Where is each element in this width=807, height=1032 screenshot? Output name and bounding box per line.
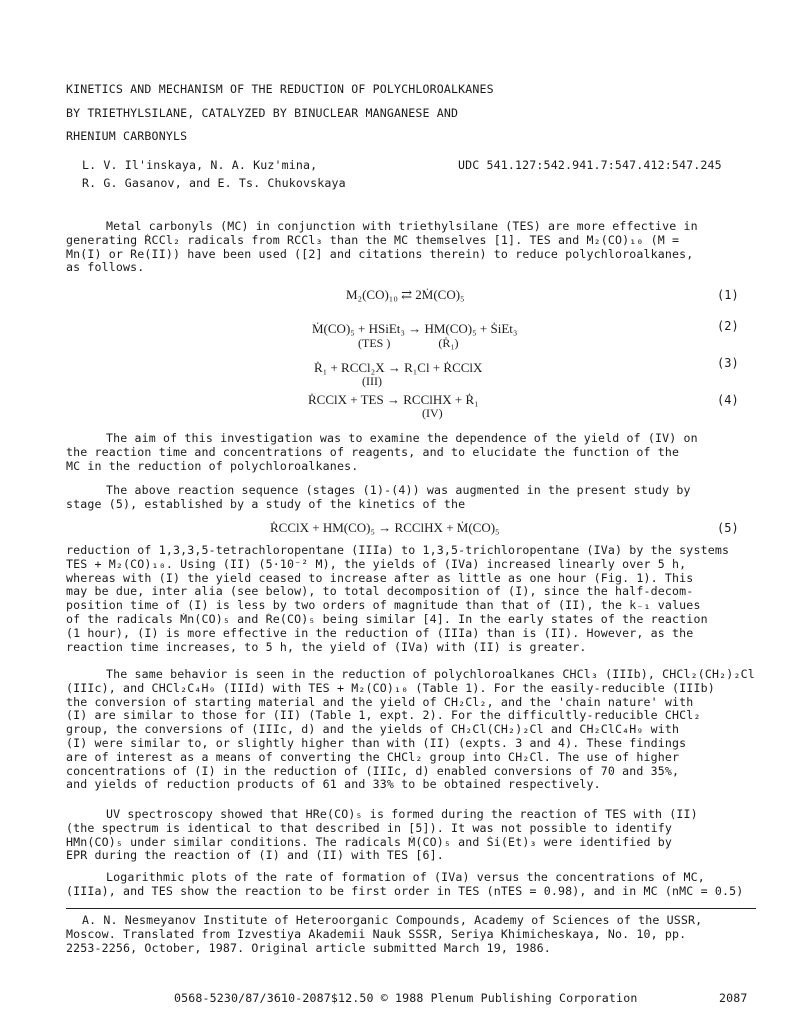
text-line: position time of (I) is less by two orders of magnitude than that of (II), the k₋₁ values	[66, 599, 701, 613]
title-line: RHENIUM CARBONYLS	[66, 129, 188, 143]
equation-3-label: (III)	[362, 374, 382, 388]
equation-4-label: (IV)	[422, 406, 443, 420]
text-line: may be due, inter alia (see below), to total decomposition of (I), since the half-decom-	[66, 585, 694, 599]
text-line: (IIIc), and CHCl₂C₄H₉ (IIId) with TES + M₂(CO)₁₀ (Table 1). For the easily-reducible (IIIb)	[66, 681, 715, 695]
intro-paragraph	[66, 220, 756, 275]
title-line: KINETICS AND MECHANISM OF THE REDUCTION OF POLYCHLOROALKANES	[66, 82, 494, 96]
equation-3: Ṙ₁ + RCCl₂X → R₁Cl + ṘCClX	[314, 360, 483, 375]
text-line: HMn(CO)₅ under similar conditions. The radicals Ṁ(CO)₅ and Ṡi(Et)₃ were identified by	[66, 835, 673, 849]
text-line: MC in the reduction of polychloroalkanes.	[66, 459, 359, 473]
text-line: group, the conversions of (IIIc, d) and the yields of CH₂Cl(CH₂)₂Cl and CH₂ClC₄H₉ with	[66, 723, 680, 737]
text-line: the conversion of starting material and the yield of CH₂Cl₂, and the 'chain nature' with	[66, 695, 694, 709]
text-line: EPR during the reaction of (I) and (II) with TES [6].	[66, 849, 444, 863]
text-line: (1 hour), (I) is more effective in the reduction of (IIIa) than is (II). However, as the	[66, 626, 694, 640]
text-line: Mn(I) or Re(II)) have been used ([2] and citations therein) to reduce polychloroalkanes,	[66, 247, 694, 261]
text-line: of the radicals Ṁn(CO)₅ and Ṙe(CO)₅ being similar [4]. In the early states of the reaction	[66, 612, 708, 626]
aim-paragraph	[66, 432, 756, 473]
page-number: 2087	[719, 991, 748, 1005]
same-behavior-paragraph	[66, 668, 756, 792]
text-line: The above reaction sequence (stages (1)-(4)) was augmented in the present study by	[106, 484, 691, 497]
equation-number: (5)	[717, 521, 739, 535]
text-line: the reaction time and concentrations of reagents, and to elucidate the function of the	[66, 445, 680, 459]
equation-2-labels: (TES ) (Ṙ₁)	[358, 336, 459, 350]
text-line: A. N. Nesmeyanov Institute of Heteroorganic Compounds, Academy of Sciences of the USSR,	[82, 914, 703, 927]
text-line: TES + M₂(CO)₁₀. Using (II) (5·10⁻² M), the yields of (IVa) increased linearly over 5 h,	[66, 557, 687, 571]
equation-number: (3)	[717, 356, 739, 370]
text-line: reduction of 1,3,3,5-tetrachloropentane (IIIa) to 1,3,5-trichloropentane (IVa) by the systems	[66, 544, 730, 557]
text-line: concentrations of (I) in the reduction of (IIIc, d) enabled conversions of 70 and 35%,	[66, 764, 680, 778]
udc-code: UDC 541.127:542.941.7:547.412:547.245	[458, 158, 722, 172]
footnote-rule	[66, 908, 756, 909]
publication-code: 0568-5230/87/3610-2087$12.50 © 1988 Plenum Publishing Corporation	[174, 991, 638, 1005]
text-line: reaction time increases, to 5 h, the yield of (IVa) with (II) is greater.	[66, 640, 587, 654]
equation-number: (1)	[717, 288, 739, 302]
log-paragraph	[66, 871, 756, 899]
uv-paragraph	[66, 808, 756, 863]
text-line: as follows.	[66, 261, 145, 275]
title-line: BY TRIETHYLSILANE, CATALYZED BY BINUCLEAR MANGANESE AND	[66, 106, 459, 120]
text-line: stage (5), established by a study of the kinetics of the	[66, 497, 466, 511]
sequence-paragraph	[66, 484, 756, 512]
text-line: (the spectrum is identical to that described in [5]). It was not possible to identify	[66, 821, 673, 835]
equation-2: Ṁ(CO)₅ + HSiEt₃ → HM(CO)₅ + ṠiEt₃	[312, 321, 518, 336]
text-line: generating ṘCCl₂ radicals from RCCl₃ than the MC themselves [1]. TES and M₂(CO)₁₀ (M =	[66, 233, 680, 247]
text-line: and yields of reduction products of 61 and 33% to be obtained respectively.	[66, 778, 601, 792]
text-line: UV spectroscopy showed that HRe(CO)₅ is formed during the reaction of TES with (II)	[106, 808, 698, 821]
equation-5: ṘCClX + HM(CO)₅ → RCClHX + Ṁ(CO)₅	[270, 520, 500, 535]
equation-1: M₂(CO)₁₀ ⇄ 2Ṁ(CO)₅	[346, 287, 465, 302]
authors-line: R. G. Gasanov, and E. Ts. Chukovskaya	[82, 176, 346, 190]
equation-4: ṘCClX + TES → RCClHX + Ṙ₁	[308, 392, 479, 407]
equation-number: (4)	[717, 393, 739, 407]
equation-number: (2)	[717, 319, 739, 333]
text-line: The same behavior is seen in the reduction of polychloroalkanes CHCl₃ (IIIb), CHCl₂(CH₂)₂Cl	[106, 668, 755, 681]
authors-line: L. V. Il'inskaya, N. A. Kuz'mina,	[82, 158, 318, 172]
text-line: 2253-2256, October, 1987. Original article submitted March 19, 1986.	[66, 941, 551, 955]
text-line: (I) were similar to, or slightly higher than with (II) (expts. 3 and 4). These findings	[66, 736, 687, 750]
text-line: (I) are similar to those for (II) (Table 1, expt. 2). For the difficultly-reducible CHCl₂	[66, 709, 701, 723]
reduction-paragraph	[66, 544, 756, 654]
text-line: (IIIa), and TES show the reaction to be first order in TES (nTES = 0.98), and in MC (nMC = 0.5)	[66, 884, 744, 898]
text-line: whereas with (I) the yield ceased to increase after as little as one hour (Fig. 1). This	[66, 571, 694, 585]
footnote	[66, 914, 756, 955]
text-line: The aim of this investigation was to examine the dependence of the yield of (IV) on	[106, 432, 698, 445]
text-line: are of interest as a means of converting the CHCl₂ group into CH₂Cl. The use of higher	[66, 750, 680, 764]
text-line: Moscow. Translated from Izvestiya Akademii Nauk SSSR, Seriya Khimicheskaya, No. 10, pp.	[66, 927, 687, 941]
text-line: Logarithmic plots of the rate of formation of (IVa) versus the concentrations of MC,	[106, 871, 705, 884]
text-line: Metal carbonyls (MC) in conjunction with triethylsilane (TES) are more effective in	[106, 220, 698, 233]
